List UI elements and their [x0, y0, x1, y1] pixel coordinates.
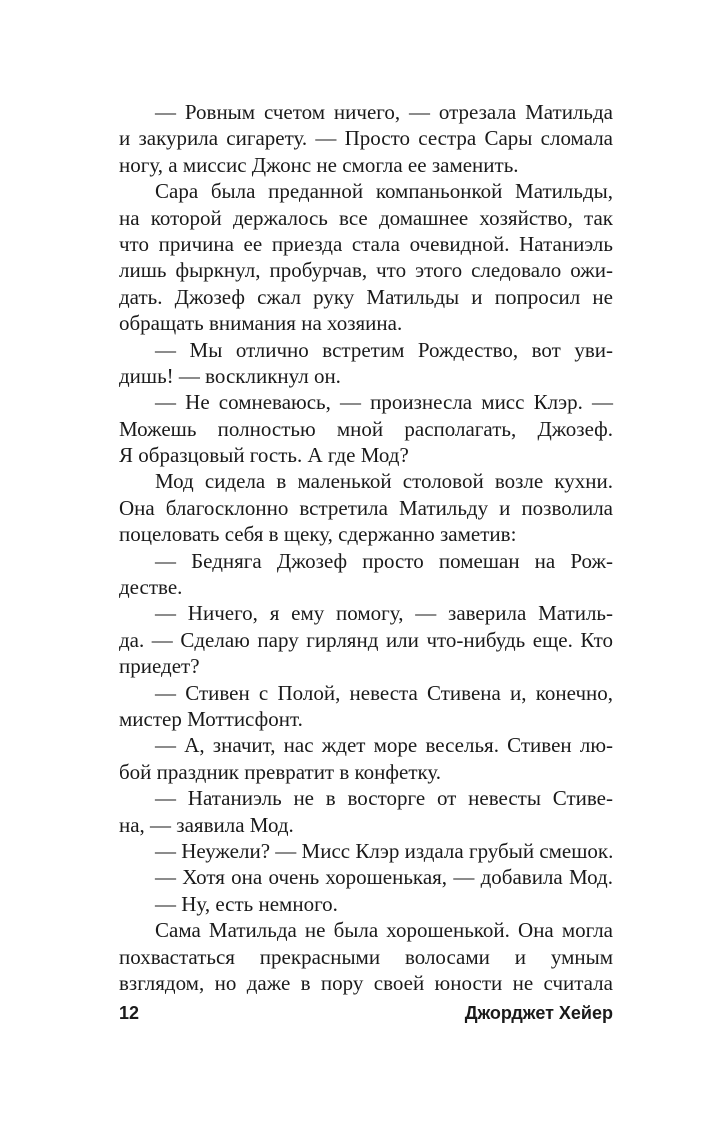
text-line: мистер Моттисфонт.: [119, 706, 303, 731]
text-line: — Мы отлично встретим Рождество, вот уви-: [155, 337, 613, 362]
text-line: обращать внимания на хозяина.: [119, 311, 403, 336]
text-line: дестве.: [119, 575, 183, 600]
text-line: — Натаниэль не в восторге от невесты Стиве-: [155, 786, 613, 811]
text-line: — Хотя она очень хорошенькая, — добавила Мод.: [155, 865, 613, 890]
text-line: да. — Сделаю пару гирлянд или что-нибудь еще. Кто: [119, 627, 613, 652]
text-line: на, — заявила Мод.: [119, 812, 294, 837]
text-line: что причина ее приезда стала очевидной. Натаниэль: [119, 231, 613, 256]
text-line: Можешь полностью мной располагать, Джозеф.: [119, 416, 613, 441]
page-number: 12: [119, 1003, 140, 1023]
text-line: Я образцовый гость. А где Мод?: [119, 443, 409, 468]
text-line: поцеловать себя в щеку, сдержанно заметив:: [119, 522, 517, 547]
text-line: взглядом, но даже в пору своей юности не считала: [119, 970, 613, 995]
text-line: на которой держалось все домашнее хозяйство, так: [119, 205, 613, 230]
text-line: — Стивен с Полой, невеста Стивена и, конечно,: [155, 680, 613, 705]
text-line: лишь фыркнул, пробурчав, что этого следовало ожи-: [119, 258, 613, 283]
text-line: бой праздник превратит в конфетку.: [119, 759, 442, 784]
text-line: Сара была преданной компаньонкой Матильды,: [155, 179, 613, 204]
text-line: дать. Джозеф сжал руку Матильды и попросил не: [119, 284, 613, 309]
page-footer: [119, 1000, 613, 1026]
text-line: — А, значит, нас ждет море веселья. Стивен лю-: [155, 733, 613, 758]
text-line: Сама Матильда не была хорошенькой. Она могла: [155, 918, 613, 943]
text-line: — Ровным счетом ничего, — отрезала Матильда: [155, 100, 613, 124]
text-line: — Ну, есть немного.: [155, 891, 338, 916]
text-line: — Не сомневаюсь, — произнесла мисс Клэр. —: [155, 390, 613, 415]
text-line: приедет?: [119, 654, 200, 679]
text-line: — Неужели? — Мисс Клэр издала грубый смешок.: [155, 838, 614, 863]
text-line: Мод сидела в маленькой столовой возле кухни.: [155, 469, 613, 494]
body-text: [119, 99, 613, 996]
text-line: — Бедняга Джозеф просто помешан на Рож-: [155, 548, 613, 573]
text-line: ногу, а миссис Джонс не смогла ее заменить.: [119, 152, 519, 177]
text-line: Она благосклонно встретила Матильду и позволила: [119, 495, 613, 520]
running-footer-author: Джорджет Хейер: [464, 1003, 613, 1023]
text-line: и закурила сигарету. — Просто сестра Сары сломала: [119, 126, 613, 151]
text-line: — Ничего, я ему помогу, — заверила Матиль-: [155, 601, 613, 626]
text-line: дишь! — воскликнул он.: [119, 363, 341, 388]
text-line: похвастаться прекрасными волосами и умным: [119, 944, 613, 969]
